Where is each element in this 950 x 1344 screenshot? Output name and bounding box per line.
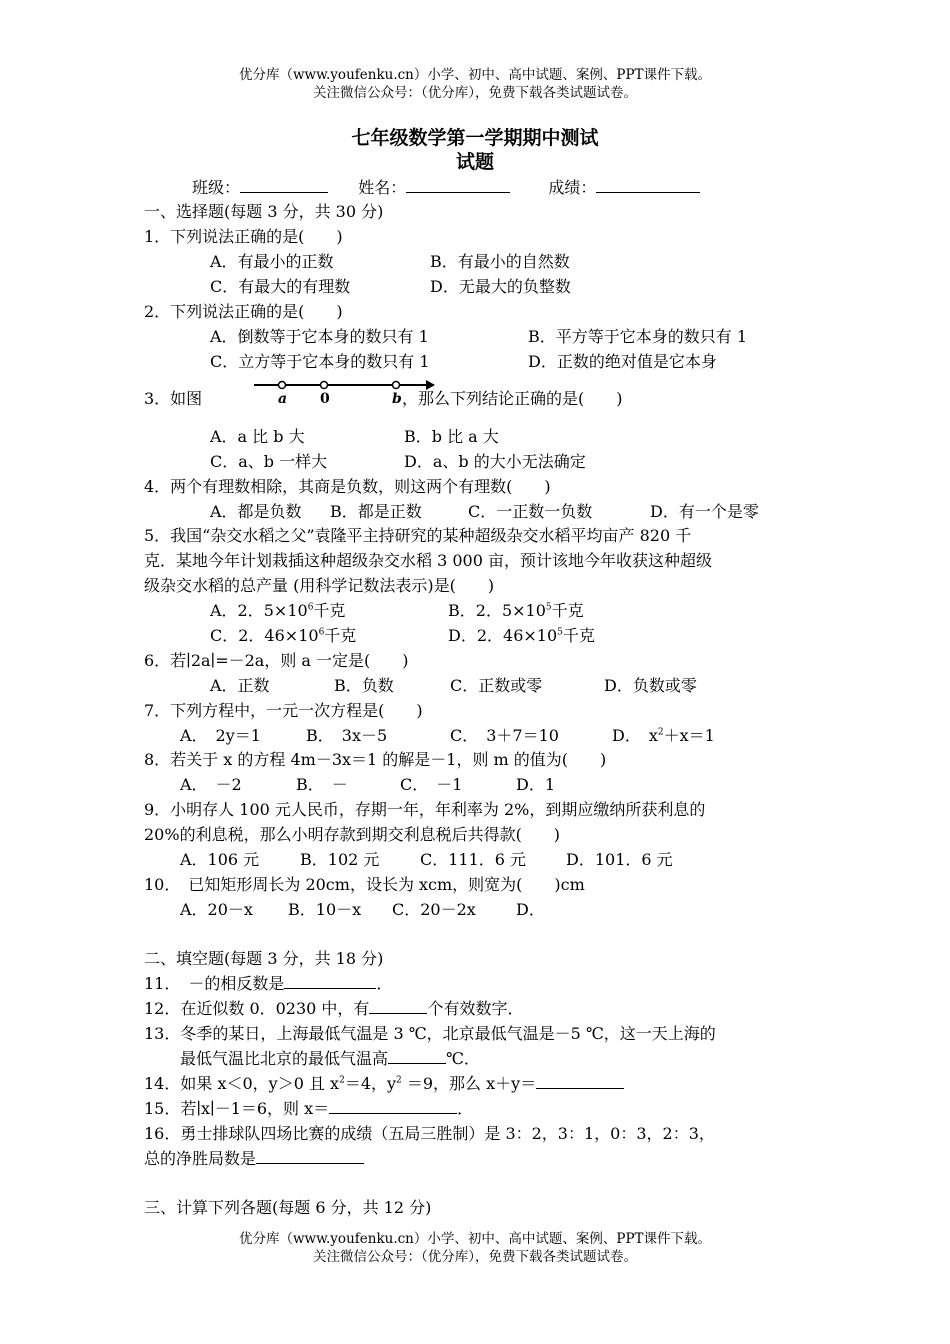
q5-option-a: A．2．$5\times 10^6$千克 (210, 601, 346, 620)
q11-blank[interactable] (284, 972, 376, 989)
point-b (393, 382, 400, 389)
q1-option-b: B．有最小的自然数 (430, 252, 570, 271)
q10-stem: 10． 已知矩形周长为 20cm，设长为 xcm，则宽为( )cm (144, 875, 585, 894)
q8-option-d: D．1 (516, 775, 556, 794)
q8-option-b: B． － (296, 775, 348, 794)
section-3-heading: 三、计算下列各题(每题 6 分，共 12 分) (144, 1198, 432, 1217)
q5-line-2: 克．某地今年计划栽插这种超级杂交水稻 3 000 亩，预计该地今年收获这种超级 (144, 551, 712, 570)
q10-option-c: C．20－2x (392, 900, 476, 919)
q7-option-a: A． 2y＝1 (180, 726, 261, 745)
q6-option-c: C．正数或零 (450, 676, 543, 695)
q6-option-a: A．正数 (210, 676, 270, 695)
q3-option-d: D．a、b 的大小无法确定 (404, 452, 586, 471)
q15: 15．若∣x∣－1＝6，则 x＝ ． (144, 1099, 474, 1118)
q5-option-c: C．2．$46\times 10^6$千克 (210, 626, 357, 645)
page-title: 七年级数学第一学期期中测试 (351, 127, 599, 149)
name-label: 姓名： (358, 178, 407, 197)
label-zero: 0 (320, 391, 330, 406)
q4-option-a: A．都是负数 (210, 502, 302, 521)
q9-line-1: 9．小明存人 100 元人民币，存期一年，年利率为 2%，到期应缴纳所获利息的 (144, 800, 706, 819)
q13-blank[interactable] (388, 1047, 446, 1064)
q14-blank[interactable] (536, 1072, 624, 1089)
q7-option-d: D． $x^2+x=1$ (612, 726, 715, 745)
q3-option-b: B．b 比 a 大 (404, 427, 499, 446)
q9-option-d: D．101．6 元 (566, 850, 673, 869)
q8-stem: 8．若关于 x 的方程 4m－3x＝1 的解是－1，则 m 的值为( ) (144, 750, 607, 769)
header-line-2: 关注微信公众号：（优分库），免费下载各类试题试卷。 (313, 85, 637, 101)
q7-option-b: B． 3x－5 (306, 726, 388, 745)
q16-blank[interactable] (256, 1147, 364, 1164)
student-info (192, 176, 700, 200)
score-label: 成绩： (548, 178, 597, 197)
q5-line-3: 级杂交水稻的总产量 (用科学记数法表示)是( ) (144, 576, 495, 595)
q13-line-2: 最低气温比北京的最低气温高 ℃． (180, 1049, 480, 1068)
q5-option-b: B．2．$5\times 10^5$千克 (448, 601, 584, 620)
q1-option-d: D．无最大的负整数 (430, 277, 571, 296)
q9-option-c: C．111．6 元 (420, 850, 527, 869)
q1-stem: 1．下列说法正确的是( ) (144, 227, 343, 246)
q10-option-d: D． (516, 900, 545, 919)
label-b: b (392, 391, 402, 406)
q2-option-b: B．平方等于它本身的数只有 1 (528, 327, 748, 346)
class-label: 班级： (192, 178, 241, 197)
q8-option-c: C． －1 (400, 775, 463, 794)
q6-stem: 6．若∣2a∣=－2a，则 a 一定是( ) (144, 651, 409, 670)
q4-stem: 4．两个有理数相除，其商是负数，则这两个有理数( ) (144, 477, 551, 496)
page-subtitle: 试题 (455, 151, 494, 173)
footer-line-1: 优分库（www.youfenku.cn）小学、初中、高中试题、案例、PPT课件下载。 (238, 1231, 712, 1247)
q2-stem: 2．下列说法正确的是( ) (144, 302, 343, 321)
class-blank[interactable] (240, 176, 328, 193)
section-2-heading: 二、填空题(每题 3 分，共 18 分) (144, 949, 384, 968)
q6-option-d: D．负数或零 (604, 676, 697, 695)
q1-option-c: C．有最大的有理数 (210, 277, 351, 296)
q3-option-c: C．a、b 一样大 (210, 452, 328, 471)
q2-option-a: A．倒数等于它本身的数只有 1 (210, 327, 429, 346)
q16-line-1: 16．勇士排球队四场比赛的成绩（五局三胜制）是 3：2，3：1，0：3，2：3， (144, 1124, 715, 1143)
section-1-heading: 一、选择题(每题 3 分，共 30 分) (144, 202, 384, 221)
score-blank[interactable] (596, 176, 700, 193)
q7-stem: 7．下列方程中，一元一次方程是( ) (144, 701, 423, 720)
q5-option-d: D．2．$46\times 10^5$千克 (448, 626, 595, 645)
label-a: a (278, 391, 288, 406)
q9-option-b: B．102 元 (300, 850, 380, 869)
q2-option-d: D．正数的绝对值是它本身 (528, 352, 717, 371)
footer-line-2: 关注微信公众号：（优分库），免费下载各类试题试卷。 (313, 1249, 637, 1265)
q12: 12．在近似数 0．0230 中，有 个有效数字． (144, 999, 524, 1018)
q15-blank[interactable] (329, 1097, 457, 1114)
q10-option-b: B．10－x (288, 900, 362, 919)
q16-line-2: 总的净胜局数是 (144, 1147, 364, 1171)
q10-option-a: A．20－x (180, 900, 253, 919)
q3-option-a: A．a 比 b 大 (210, 427, 305, 446)
header-line-1: 优分库（www.youfenku.cn）小学、初中、高中试题、案例、PPT课件下载。 (238, 67, 712, 83)
q3-prefix: 3．如图 (144, 389, 203, 408)
q9-option-a: A．106 元 (180, 850, 260, 869)
q8-option-a: A． －2 (180, 775, 242, 794)
q11: 11． －的相反数是 ． (144, 974, 393, 993)
q14: 14．如果 x＜0，y＞0 且 $x^2=4$，$y^2 =9$，那么 x＋y＝ (144, 1072, 624, 1096)
point-zero (321, 382, 328, 389)
point-a (279, 382, 286, 389)
q6-option-b: B．负数 (334, 676, 394, 695)
q1-option-a: A．有最小的正数 (210, 252, 334, 271)
q2-option-c: C．立方等于它本身的数只有 1 (210, 352, 430, 371)
q4-option-d: D．有一个是零 (650, 502, 759, 521)
q9-line-2: 20%的利息税，那么小明存款到期交利息税后共得款( ) (144, 825, 561, 844)
q7-option-c: C． 3＋7＝10 (450, 726, 559, 745)
q4-option-c: C．一正数一负数 (468, 502, 593, 521)
name-blank[interactable] (406, 176, 510, 193)
q12-blank[interactable] (369, 997, 427, 1014)
q4-option-b: B．都是正数 (330, 502, 422, 521)
q3-suffix: ，那么下列结论正确的是( ) (402, 389, 623, 408)
q13-line-1: 13．冬季的某日，上海最低气温是 3 ℃，北京最低气温是－5 ℃，这一天上海的 (144, 1024, 716, 1043)
q5-line-1: 5．我国“杂交水稻之父”袁隆平主持研究的某种超级杂交水稻平均亩产 820 千 (144, 526, 692, 545)
